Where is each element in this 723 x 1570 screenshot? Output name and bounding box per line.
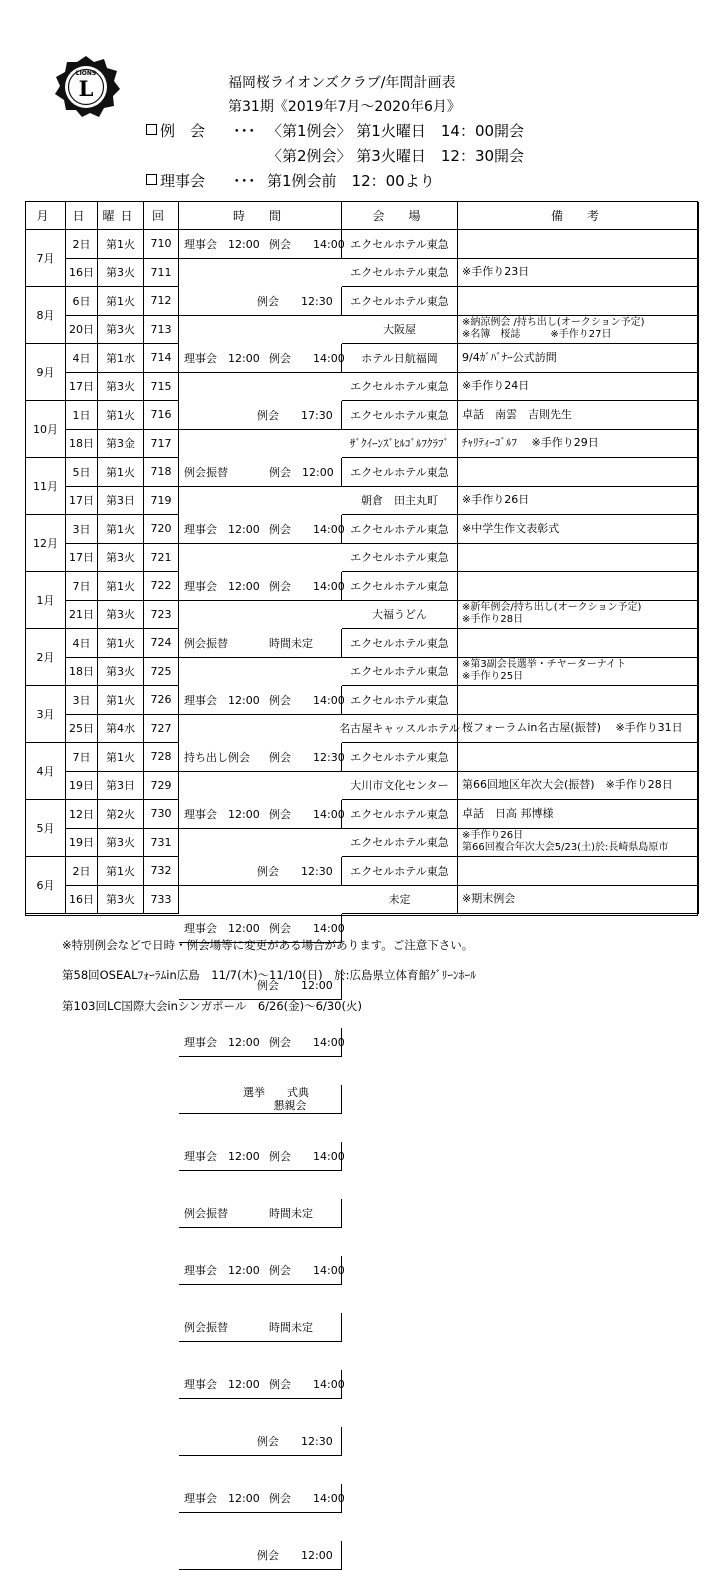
note-line: 卓話 南雲 吉則先生 [462,407,572,421]
note-line: ※期末例会 [462,892,516,906]
month-cell: 6月 [26,857,66,914]
time-cell [179,800,345,829]
logo-letter: L [78,76,94,101]
meeting-number-cell: 715 [144,373,179,402]
weekday-cell: 第1火 [98,857,144,886]
time-primary: 例会振替 [184,1206,228,1220]
time-cell [179,1484,345,1513]
day-cell: 19日 [66,829,98,858]
time-primary: 理事会 12:00 [184,351,260,365]
day-cell: 17日 [66,544,98,573]
meeting-second: 〈第2例会〉 第3火曜日 12：30開会 [267,147,525,165]
note-line: ※手作り28日 [462,614,524,626]
time-primary: 例会振替 [184,465,228,479]
notes-cell [458,316,699,345]
page-title: 福岡桜ライオンズクラブ/年間計画表 [228,75,456,91]
time-cell [179,743,345,772]
notes-cell [458,658,699,687]
notes-cell [458,829,699,858]
time-meeting: 例会 14:00 [269,351,345,365]
header-number: 回 [144,202,179,230]
time-meeting: 例会 14:00 [269,1377,345,1391]
time-primary: 持ち出し例会 [184,750,250,764]
note-line: ※手作り23日 [462,265,530,279]
day-cell: 7日 [66,572,98,601]
header-day: 日 [66,202,98,230]
time-primary: 例会振替 [184,636,228,650]
meeting-number-cell: 730 [144,800,179,829]
time-meeting: 例会 14:00 [269,921,345,935]
time-cell [179,515,345,544]
time-cell [179,1427,342,1456]
month-cell: 5月 [26,800,66,857]
time-cell [179,572,345,601]
day-cell: 4日 [66,344,98,373]
notes-cell [458,287,699,316]
note-line: ※中学生作文表彰式 [462,521,560,535]
note-line: 第66回複合年次大会5/23(土)於:長崎県島原市 [462,842,669,854]
meeting-number-cell: 714 [144,344,179,373]
time-meeting: 例会 14:00 [269,1149,345,1163]
meeting-number-cell: 732 [144,857,179,886]
footer-oseal: 第58回OSEALﾌｫｰﾗﾑin広島 11/7(木)～11/10(日) 於:広島県立体育館ｸﾞﾘｰﾝﾎｰﾙ [62,968,477,982]
note-line: ※手作り24日 [462,379,530,393]
day-cell: 3日 [66,515,98,544]
time-cell [179,629,342,658]
meeting-first: 〈第1例会〉 第1火曜日 14：00開会 [267,122,525,140]
time-primary: 理事会 12:00 [184,1263,260,1277]
meeting-number-cell: 724 [144,629,179,658]
footer-notice: ※特別例会などで日時・例会場等に変更がある場合があります。ご注意下さい。 [62,938,474,952]
meeting-number-cell: 720 [144,515,179,544]
venue-cell: 大福うどん [342,601,458,630]
time-meeting: 例会 12:30 [257,1434,333,1448]
meeting-number-cell: 726 [144,686,179,715]
header-month: 月 [26,202,66,230]
notes-cell [458,458,699,487]
venue-cell: 大川市文化センター [342,772,458,801]
checkbox-square-icon [146,124,157,135]
day-cell: 21日 [66,601,98,630]
meeting-number-cell: 733 [144,886,179,915]
day-cell: 4日 [66,629,98,658]
venue-cell: エクセルホテル東急 [342,572,458,601]
notes-cell [458,857,699,886]
month-cell: 10月 [26,401,66,458]
venue-cell: 名古屋キャッスルホテル [342,715,458,744]
weekday-cell: 第3火 [98,886,144,915]
meeting-number-cell: 712 [144,287,179,316]
meeting-number-cell: 719 [144,487,179,516]
time-primary: 例会振替 [184,1320,228,1334]
day-cell: 16日 [66,886,98,915]
weekday-cell: 第1火 [98,743,144,772]
time-meeting: 例会 14:00 [269,1263,345,1277]
venue-cell: 朝倉 田主丸町 [342,487,458,516]
weekday-cell: 第3金 [98,430,144,459]
note-line: ※手作り26日 [462,830,524,842]
time-primary: 理事会 12:00 [184,693,260,707]
month-cell: 12月 [26,515,66,572]
notes-cell [458,772,699,801]
day-cell: 6日 [66,287,98,316]
day-cell: 3日 [66,686,98,715]
venue-cell: エクセルホテル東急 [342,743,458,772]
time-meeting: 例会 14:00 [269,807,345,821]
time-meeting: 時間未定 [269,636,313,650]
meeting-number-cell: 717 [144,430,179,459]
time-meeting: 例会 12:00 [257,978,333,992]
meeting-number-cell: 727 [144,715,179,744]
notes-cell [458,515,699,544]
weekday-cell: 第1火 [98,401,144,430]
time-cell [179,1541,342,1570]
weekday-cell: 第1火 [98,572,144,601]
note-line: ※第3副会長選挙・チヤーターナイト [462,659,627,671]
notes-cell [458,715,699,744]
venue-cell: エクセルホテル東急 [342,287,458,316]
day-cell: 2日 [66,857,98,886]
time-cell [179,1256,345,1285]
meeting-number-cell: 718 [144,458,179,487]
time-meeting: 例会 14:00 [269,1035,345,1049]
notes-cell [458,230,699,259]
day-cell: 7日 [66,743,98,772]
day-cell: 5日 [66,458,98,487]
time-cell [179,1313,342,1342]
checkbox-square-icon [146,174,157,185]
venue-cell: エクセルホテル東急 [342,658,458,687]
time-primary: 理事会 12:00 [184,807,260,821]
time-primary: 理事会 12:00 [184,1035,260,1049]
meeting-number-cell: 713 [144,316,179,345]
time-cell [179,1199,342,1228]
meeting-number-cell: 723 [144,601,179,630]
footer-international: 第103回LC国際大会inシンガポール 6/26(金)～6/30(火) [62,999,362,1013]
meeting-number-cell: 716 [144,401,179,430]
weekday-cell: 第1火 [98,230,144,259]
weekday-cell: 第3日 [98,772,144,801]
venue-cell: エクセルホテル東急 [342,515,458,544]
weekday-cell: 第3火 [98,373,144,402]
weekday-cell: 第1水 [98,344,144,373]
weekday-cell: 第1火 [98,515,144,544]
day-cell: 2日 [66,230,98,259]
notes-cell [458,629,699,658]
time-meeting: 例会 14:00 [269,693,345,707]
note-line: 9/4ｶﾞﾊﾞﾅｰ公式訪問 [462,350,557,364]
time-cell [179,1085,342,1114]
time-meeting: 例会 12:00 [257,1548,333,1562]
time-primary: 理事会 12:00 [184,1149,260,1163]
time-meeting: 例会 12:30 [269,750,345,764]
meeting-number-cell: 722 [144,572,179,601]
time-primary: 理事会 12:00 [184,579,260,593]
time-secondary: 懇親会 [273,1098,307,1112]
time-meeting: 例会 14:00 [269,579,345,593]
venue-cell: エクセルホテル東急 [342,544,458,573]
time-cell [179,458,342,487]
day-cell: 19日 [66,772,98,801]
day-cell: 17日 [66,487,98,516]
note-line: 卓話 日高 邦博様 [462,806,554,820]
notes-cell [458,401,699,430]
month-cell: 8月 [26,287,66,344]
time-cell [179,686,345,715]
time-cell [179,857,342,886]
time-cell [179,287,342,316]
time-primary: 理事会 12:00 [184,1377,260,1391]
weekday-cell: 第3火 [98,544,144,573]
notes-cell [458,572,699,601]
note-line: ﾁｬﾘﾃｨｰｺﾞﾙﾌ ※手作り29日 [462,436,599,450]
month-cell: 4月 [26,743,66,800]
weekday-cell: 第3日 [98,487,144,516]
venue-cell: エクセルホテル東急 [342,401,458,430]
time-primary: 理事会 12:00 [184,921,260,935]
note-line: 桜フォーラムin名古屋(振替) ※手作り31日 [462,721,683,735]
weekday-cell: 第3火 [98,658,144,687]
day-cell: 20日 [66,316,98,345]
notes-cell [458,259,699,288]
venue-cell: エクセルホテル東急 [342,629,458,658]
logo-ring-text: LIONS [75,70,97,77]
header-weekday: 曜日 [98,202,144,230]
weekday-cell: 第3火 [98,601,144,630]
notes-cell [458,800,699,829]
meeting-number-cell: 710 [144,230,179,259]
notes-cell [458,344,699,373]
weekday-cell: 第3火 [98,316,144,345]
venue-cell: ホテル日航福岡 [342,344,458,373]
time-cell [179,1028,345,1057]
note-line: ※名簿 桜誌 ※手作り27日 [462,329,612,341]
time-cell [179,1142,345,1171]
time-meeting: 例会 14:00 [269,1491,345,1505]
time-cell [179,230,345,259]
time-meeting: 例会 14:00 [269,522,345,536]
venue-cell: エクセルホテル東急 [342,686,458,715]
meeting-label: 例 会 [146,120,205,141]
header-venue: 会 場 [342,202,458,230]
time-primary: 理事会 12:00 [184,522,260,536]
weekday-cell: 第1火 [98,629,144,658]
time-primary: 理事会 12:00 [184,1491,260,1505]
venue-cell: 大阪屋 [342,316,458,345]
meeting-number-cell: 729 [144,772,179,801]
time-primary: 理事会 12:00 [184,237,260,251]
note-line: ※手作り25日 [462,671,524,683]
day-cell: 16日 [66,259,98,288]
note-line: ※手作り26日 [462,493,530,507]
notes-cell [458,886,699,915]
board-time: 第1例会前 12：00より [267,172,435,190]
meeting-number-cell: 728 [144,743,179,772]
month-cell: 3月 [26,686,66,743]
header-time: 時 間 [179,202,342,230]
day-cell: 25日 [66,715,98,744]
weekday-cell: 第3火 [98,259,144,288]
weekday-cell: 第1火 [98,686,144,715]
day-cell: 17日 [66,373,98,402]
notes-cell [458,373,699,402]
time-meeting: 時間未定 [269,1206,313,1220]
note-line: ※新年例会/持ち出し(オークション予定) [462,602,642,614]
board-dots: ･･･ [233,172,256,190]
notes-cell [458,601,699,630]
weekday-cell: 第1火 [98,287,144,316]
notes-cell [458,544,699,573]
month-cell: 11月 [26,458,66,515]
meeting-number-cell: 721 [144,544,179,573]
weekday-cell: 第4水 [98,715,144,744]
day-cell: 18日 [66,430,98,459]
meeting-number-cell: 731 [144,829,179,858]
notes-cell [458,430,699,459]
month-cell: 7月 [26,230,66,287]
meeting-number-cell: 711 [144,259,179,288]
page-subtitle: 第31期《2019年7月～2020年6月》 [228,99,461,115]
day-cell: 12日 [66,800,98,829]
venue-cell: ｻﾞｸｲｰﾝｽﾞﾋﾙｺﾞﾙﾌｸﾗﾌﾞ [342,430,458,459]
month-cell: 9月 [26,344,66,401]
weekday-cell: 第2火 [98,800,144,829]
time-meeting: 例会 17:30 [257,408,333,422]
notes-cell [458,743,699,772]
venue-cell: エクセルホテル東急 [342,373,458,402]
time-meeting: 例会 12:30 [257,294,333,308]
time-meeting: 例会 12:30 [257,864,333,878]
lions-logo-icon [50,54,122,120]
time-primary: 選挙 式典 [243,1085,309,1099]
month-cell: 2月 [26,629,66,686]
time-cell [179,401,342,430]
venue-cell: エクセルホテル東急 [342,800,458,829]
weekday-cell: 第3火 [98,829,144,858]
note-line: 第66回地区年次大会(振替) ※手作り28日 [462,778,673,792]
time-cell [179,344,345,373]
meeting-number-cell: 725 [144,658,179,687]
venue-cell: エクセルホテル東急 [342,829,458,858]
meeting-dots: ･･･ [233,122,256,140]
time-cell [179,1370,345,1399]
month-cell: 1月 [26,572,66,629]
notes-cell [458,686,699,715]
venue-cell: エクセルホテル東急 [342,458,458,487]
day-cell: 1日 [66,401,98,430]
board-label: 理事会 [146,170,205,191]
notes-cell [458,487,699,516]
venue-cell: 未定 [342,886,458,915]
venue-cell: エクセルホテル東急 [342,230,458,259]
header-notes: 備 考 [458,202,699,230]
weekday-cell: 第1火 [98,458,144,487]
venue-cell: エクセルホテル東急 [342,259,458,288]
venue-cell: エクセルホテル東急 [342,857,458,886]
note-line: ※納涼例会 /持ち出し(オークション予定) [462,317,645,329]
time-meeting: 例会 14:00 [269,237,345,251]
time-meeting: 例会 12:00 [269,465,334,479]
time-meeting: 時間未定 [269,1320,313,1334]
day-cell: 18日 [66,658,98,687]
